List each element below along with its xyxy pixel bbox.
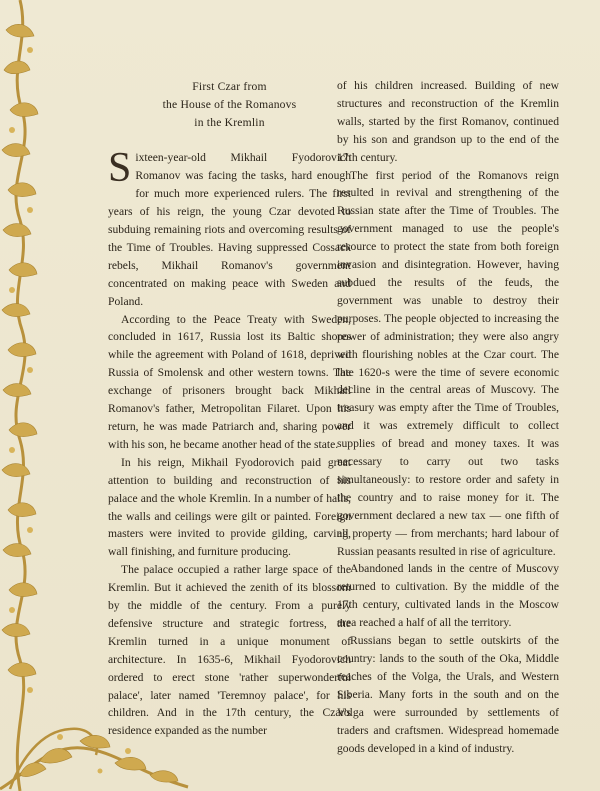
paragraph: According to the Peace Treaty with Sweden, concluded in 1617, Russia lost its Baltic shores while the agreement with Poland of 1618, deprived Russia of Smolensk and other western towns. The exchange of prisoners brought back Mikhail Romanov's father, Metropolitan Filaret. Upon his return, he was made Patriarch and, sharing power with his son, he became another head of the state. (108, 312, 351, 451)
paragraph: The palace occupied a rather large space of the Kremlin. But it achieved the zenith of its blossom by the middle of the century. From a purely defensive structure and strategic fortress, the Kremlin turned in a unique monument of architecture. In 1635-6, Mikhail Fyodorovich ordered to erect stone 'rather superwonderful palace', later named 'Teremnoy palace', for his children. And in the 17th century, the Czar's residence expanded as the number (108, 563, 351, 738)
vine-border-ornament (0, 0, 48, 791)
title-line: in the Kremlin (194, 115, 265, 129)
title-line: First Czar from (192, 80, 267, 93)
paragraph: Russians began to settle outskirts of the country: lands to the south of the Oka, Middle reaches of the Volga, the Urals, and Western Siberia. Many forts in the south and on the Volga were surrounded by settlements of traders and craftsmen. Widespread homemade goods developed in a kind of industry. (337, 634, 559, 755)
title-line: the House of the Romanovs (162, 97, 297, 111)
article-title (108, 78, 351, 131)
paragraph: Abandoned lands in the centre of Muscovy returned to cultivation. By the middle of the 17th century, cultivated lands in the Moscow area reached a half of all the territory. (337, 562, 559, 630)
left-column (108, 78, 351, 740)
paragraph: of his children increased. Building of new structures and reconstruction of the Kremlin walls, started by the first Romanov, continued by his son and grandson up to the end of the 17th century. (337, 79, 559, 164)
paragraph: In his reign, Mikhail Fyodorovich paid great attention to building and reconstruction of his palace and the whole Kremlin. In a number of halls, the walls and ceilings were gilt or painted. Foreign masters were invited to provide gilding, carving, wall finishing, and furniture producing. (108, 455, 351, 559)
paragraph-text: ixteen-year-old Mikhail Fyodorovich Romanov was facing the tasks, hard enough for much more experienced rulers. The first years of his reign, the young Czar devoted to subduing remaining riots and overcoming results of the Time of Troubles. Having suppressed Cossack rebels, Mikhail Romanov's government concentrated on making peace with Sweden and Poland. (108, 151, 351, 308)
drop-cap: S (108, 145, 132, 192)
paragraph (108, 145, 351, 310)
paragraph: The first period of the Romanovs reign resulted in revival and strengthening of the Russian state after the Time of Troubles. The government managed to use the people's resource to protect the state from both foreign invasion and disintegration. However, having subdued the results of the feuds, the government was unable to destroy their purposes. The people objected to increasing the power of administration; they were also angry with flourishing nobles at the Czar court. The late 1620-s were the time of severe economic decline in the central areas of Muscovy. The treasury was empty after the Time of Troubles, and it was extremely difficult to collect supplies of bread and money taxes. It was necessary to carry out two tasks simultaneously: to restore order and safety in the country and to raise money for it. The government declared a new tax — one fifth of all property — from merchants; hard labour of Russian peasants resulted in rise of agriculture. (337, 168, 559, 558)
right-column (337, 77, 559, 757)
